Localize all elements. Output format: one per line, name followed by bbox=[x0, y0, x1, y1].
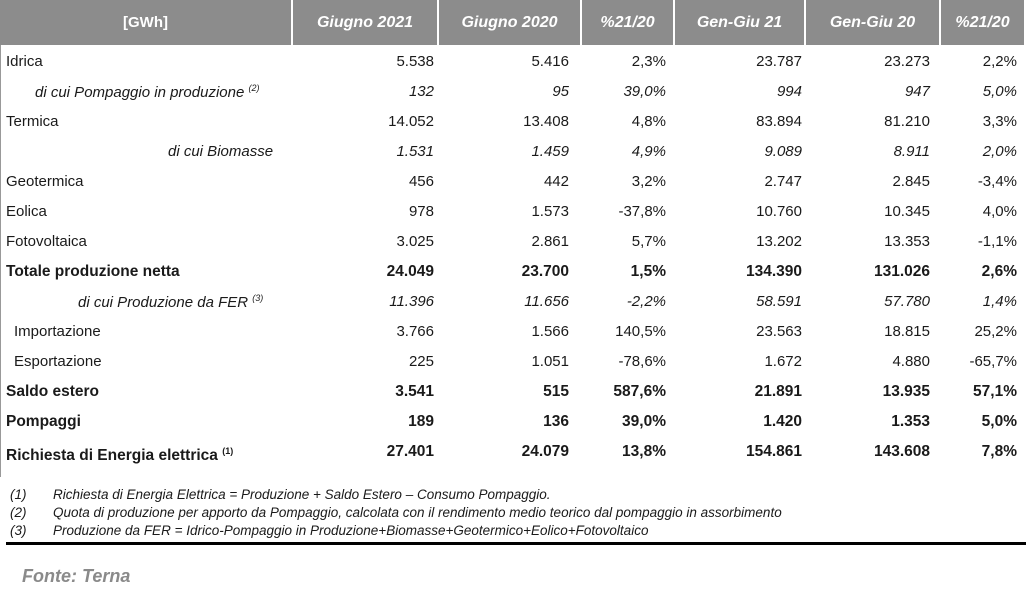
cell-value: 3.025 bbox=[396, 233, 434, 250]
footnote-text: Richiesta di Energia Elettrica = Produzione + Saldo Estero – Consumo Pompaggio. bbox=[53, 487, 551, 502]
table-row-pompaggi bbox=[0, 408, 1024, 438]
footnote-ref: (3) bbox=[252, 293, 264, 303]
cell-value: 10.760 bbox=[756, 203, 802, 220]
cell-value: 3.766 bbox=[396, 323, 434, 340]
footnote-number: (3) bbox=[10, 523, 27, 538]
cell-value: 2,3% bbox=[631, 53, 666, 70]
cell-value: 442 bbox=[543, 173, 569, 190]
cell-value: -37,8% bbox=[618, 203, 666, 220]
cell-value: 2.747 bbox=[764, 173, 802, 190]
row-label: Esportazione bbox=[14, 353, 102, 370]
cell-value: 2,6% bbox=[981, 263, 1017, 280]
cell-value: 4.880 bbox=[892, 353, 930, 370]
cell-value: 3,2% bbox=[631, 173, 666, 190]
cell-value: 1,5% bbox=[630, 263, 666, 280]
header-unit: [GWh] bbox=[0, 0, 293, 45]
cell-value: 2,0% bbox=[982, 143, 1017, 160]
table-row-importazione bbox=[0, 318, 1024, 348]
table-row-biomasse bbox=[0, 138, 1024, 168]
header-giugno-2020: Giugno 2020 bbox=[439, 0, 582, 45]
row-label-text: di cui Produzione da FER bbox=[78, 294, 249, 311]
cell-value: 13.408 bbox=[523, 113, 569, 130]
table-row-produzione-fer bbox=[0, 288, 1024, 318]
cell-value: -2,2% bbox=[626, 293, 666, 310]
cell-value: -3,4% bbox=[977, 173, 1017, 190]
header-gen-giu-20: Gen-Giu 20 bbox=[806, 0, 941, 45]
row-label: Geotermica bbox=[6, 173, 84, 190]
row-label bbox=[6, 446, 233, 465]
cell-value: 515 bbox=[543, 383, 569, 400]
cell-value: 978 bbox=[408, 203, 434, 220]
source-credit: Fonte: Terna bbox=[22, 566, 131, 586]
row-label: Saldo estero bbox=[6, 383, 100, 400]
cell-value: 83.894 bbox=[756, 113, 802, 130]
cell-value: 24.079 bbox=[521, 443, 569, 460]
cell-value: -78,6% bbox=[618, 353, 666, 370]
footnote-number: (2) bbox=[10, 505, 27, 520]
table-row-esportazione bbox=[0, 348, 1024, 378]
cell-value: 58.591 bbox=[756, 293, 802, 310]
cell-value: 1.531 bbox=[396, 143, 434, 160]
cell-value: 11.656 bbox=[524, 293, 569, 310]
cell-value: 5,0% bbox=[982, 83, 1017, 100]
cell-value: 189 bbox=[408, 413, 434, 430]
row-label: Termica bbox=[6, 113, 59, 130]
footnote-1 bbox=[10, 486, 782, 504]
table-row-termica bbox=[0, 108, 1024, 138]
table-row-idrica bbox=[0, 48, 1024, 78]
cell-value: 1.573 bbox=[531, 203, 569, 220]
cell-value: 225 bbox=[408, 353, 434, 370]
cell-value: 8.911 bbox=[893, 143, 930, 160]
table-row-totale-produzione bbox=[0, 258, 1024, 288]
cell-value: 13.935 bbox=[882, 383, 930, 400]
cell-value: 57.780 bbox=[884, 293, 930, 310]
cell-value: 154.861 bbox=[745, 443, 802, 460]
cell-value: 13.202 bbox=[756, 233, 802, 250]
cell-value: 11.396 bbox=[389, 293, 434, 310]
cell-value: 3,3% bbox=[982, 113, 1017, 130]
cell-value: 5,0% bbox=[981, 413, 1017, 430]
footnote-3 bbox=[10, 522, 782, 540]
row-label bbox=[35, 83, 259, 101]
table-row-eolica bbox=[0, 198, 1024, 228]
cell-value: -1,1% bbox=[977, 233, 1017, 250]
cell-value: 21.891 bbox=[754, 383, 802, 400]
cell-value: 24.049 bbox=[386, 263, 434, 280]
header-giugno-2021: Giugno 2021 bbox=[293, 0, 439, 45]
cell-value: 132 bbox=[408, 83, 434, 100]
cell-value: 14.052 bbox=[388, 113, 434, 130]
bottom-rule bbox=[6, 542, 1026, 545]
cell-value: -65,7% bbox=[969, 353, 1017, 370]
row-label-text: di cui Pompaggio in produzione bbox=[35, 84, 245, 101]
cell-value: 3.541 bbox=[395, 383, 434, 400]
cell-value: 136 bbox=[543, 413, 569, 430]
cell-value: 2,2% bbox=[982, 53, 1017, 70]
table-header bbox=[0, 0, 1024, 45]
row-label: Eolica bbox=[6, 203, 47, 220]
cell-value: 13.353 bbox=[884, 233, 930, 250]
table-row-richiesta-energia bbox=[0, 438, 1024, 472]
cell-value: 4,8% bbox=[631, 113, 666, 130]
footnote-2 bbox=[10, 504, 782, 522]
cell-value: 23.700 bbox=[521, 263, 569, 280]
footnote-text: Produzione da FER = Idrico-Pompaggio in Produzione+Biomasse+Geotermico+Eolico+Fotovoltaico bbox=[53, 523, 649, 538]
table-row-geotermica bbox=[0, 168, 1024, 198]
cell-value: 23.563 bbox=[756, 323, 802, 340]
cell-value: 140,5% bbox=[615, 323, 666, 340]
cell-value: 131.026 bbox=[873, 263, 930, 280]
cell-value: 25,2% bbox=[974, 323, 1017, 340]
cell-value: 95 bbox=[552, 83, 569, 100]
row-label: Idrica bbox=[6, 53, 43, 70]
table-row-fotovoltaica bbox=[0, 228, 1024, 258]
cell-value: 27.401 bbox=[386, 443, 434, 460]
cell-value: 18.815 bbox=[884, 323, 930, 340]
footnote-ref: (1) bbox=[222, 446, 234, 456]
cell-value: 23.273 bbox=[884, 53, 930, 70]
footnote-number: (1) bbox=[10, 487, 27, 502]
cell-value: 39,0% bbox=[623, 83, 666, 100]
cell-value: 57,1% bbox=[973, 383, 1017, 400]
cell-value: 947 bbox=[904, 83, 930, 100]
cell-value: 4,9% bbox=[631, 143, 666, 160]
cell-value: 1.051 bbox=[531, 353, 569, 370]
cell-value: 4,0% bbox=[982, 203, 1017, 220]
cell-value: 456 bbox=[408, 173, 434, 190]
cell-value: 81.210 bbox=[884, 113, 930, 130]
table-body bbox=[0, 48, 1024, 472]
header-gen-giu-21: Gen-Giu 21 bbox=[675, 0, 806, 45]
cell-value: 994 bbox=[776, 83, 802, 100]
cell-value: 1,4% bbox=[982, 293, 1017, 310]
cell-value: 5,7% bbox=[631, 233, 666, 250]
cell-value: 143.608 bbox=[873, 443, 930, 460]
header-pct-ytd: %21/20 bbox=[941, 0, 1024, 45]
cell-value: 1.353 bbox=[891, 413, 930, 430]
footnote-ref: (2) bbox=[248, 83, 260, 93]
cell-value: 7,8% bbox=[981, 443, 1017, 460]
cell-value: 13,8% bbox=[622, 443, 666, 460]
cell-value: 1.420 bbox=[763, 413, 802, 430]
cell-value: 587,6% bbox=[613, 383, 666, 400]
cell-value: 1.459 bbox=[531, 143, 569, 160]
cell-value: 9.089 bbox=[764, 143, 802, 160]
cell-value: 39,0% bbox=[622, 413, 666, 430]
cell-value: 1.566 bbox=[531, 323, 569, 340]
cell-value: 23.787 bbox=[756, 53, 802, 70]
row-label-text: Richiesta di Energia elettrica bbox=[6, 447, 218, 465]
footnotes bbox=[10, 486, 782, 540]
row-label bbox=[78, 293, 263, 311]
row-label: Fotovoltaica bbox=[6, 233, 87, 250]
row-label: Pompaggi bbox=[6, 413, 81, 430]
footnote-text: Quota di produzione per apporto da Pompaggio, calcolata con il rendimento medio teorico dal pompaggio in assorbimento bbox=[53, 505, 782, 520]
cell-value: 5.538 bbox=[396, 53, 434, 70]
cell-value: 5.416 bbox=[531, 53, 569, 70]
header-pct-month: %21/20 bbox=[582, 0, 675, 45]
row-label: di cui Biomasse bbox=[168, 143, 274, 160]
cell-value: 134.390 bbox=[745, 263, 802, 280]
table-row-pompaggio-produzione bbox=[0, 78, 1024, 108]
cell-value: 10.345 bbox=[884, 203, 930, 220]
row-label: Totale produzione netta bbox=[6, 263, 180, 280]
cell-value: 1.672 bbox=[764, 353, 802, 370]
table-row-saldo-estero bbox=[0, 378, 1024, 408]
cell-value: 2.845 bbox=[892, 173, 930, 190]
cell-value: 2.861 bbox=[531, 233, 569, 250]
row-label: Importazione bbox=[14, 323, 101, 340]
